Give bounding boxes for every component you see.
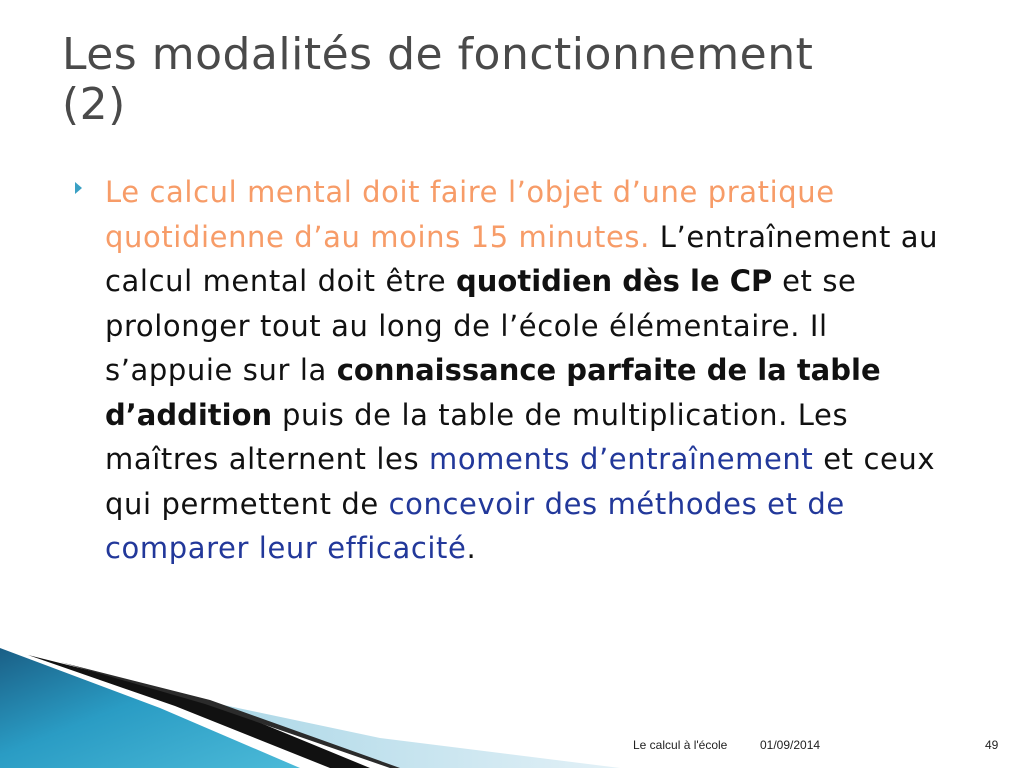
paragraph-text: . [466, 531, 477, 565]
highlight-blue-text: concevoir des méthodes et de comparer leur efficacité [105, 486, 845, 565]
highlight-orange-text: Le calcul mental doit faire l’objet d’une pratique quotidienne d’au moins 15 minutes. [105, 175, 835, 254]
paragraph-text: et se prolonger tout au long de l’école élémentaire. Il s’appuie sur la [105, 264, 857, 387]
highlight-blue-text: moments d’entraînement [428, 442, 814, 476]
bold-text: quotidien dès le CP [456, 264, 773, 298]
slide-body [75, 170, 945, 571]
bullet-paragraph [105, 170, 945, 571]
decor-light-stripe [200, 700, 620, 768]
decor-black-stripe [28, 655, 370, 768]
triangle-right-icon [75, 182, 82, 194]
decor-dark-line [60, 662, 400, 768]
slide-title [62, 30, 962, 130]
slide-title-line1: Les modalités de fonctionnement [62, 29, 814, 80]
bold-text: connaissance parfaite de la table d’addition [105, 353, 881, 432]
footer-date: 01/09/2014 [760, 738, 821, 752]
paragraph-text: et ceux qui permettent de [105, 442, 936, 521]
paragraph-text: puis de la table de multiplication. Les maîtres alternent les [105, 397, 849, 476]
decor-teal-wedge [0, 648, 300, 768]
slide-title-line2: (2) [62, 79, 126, 130]
footer-page-number: 49 [985, 738, 999, 752]
footer-title: Le calcul à l'école [633, 738, 728, 752]
paragraph-text: L’entraînement au calcul mental doit être [105, 219, 939, 298]
